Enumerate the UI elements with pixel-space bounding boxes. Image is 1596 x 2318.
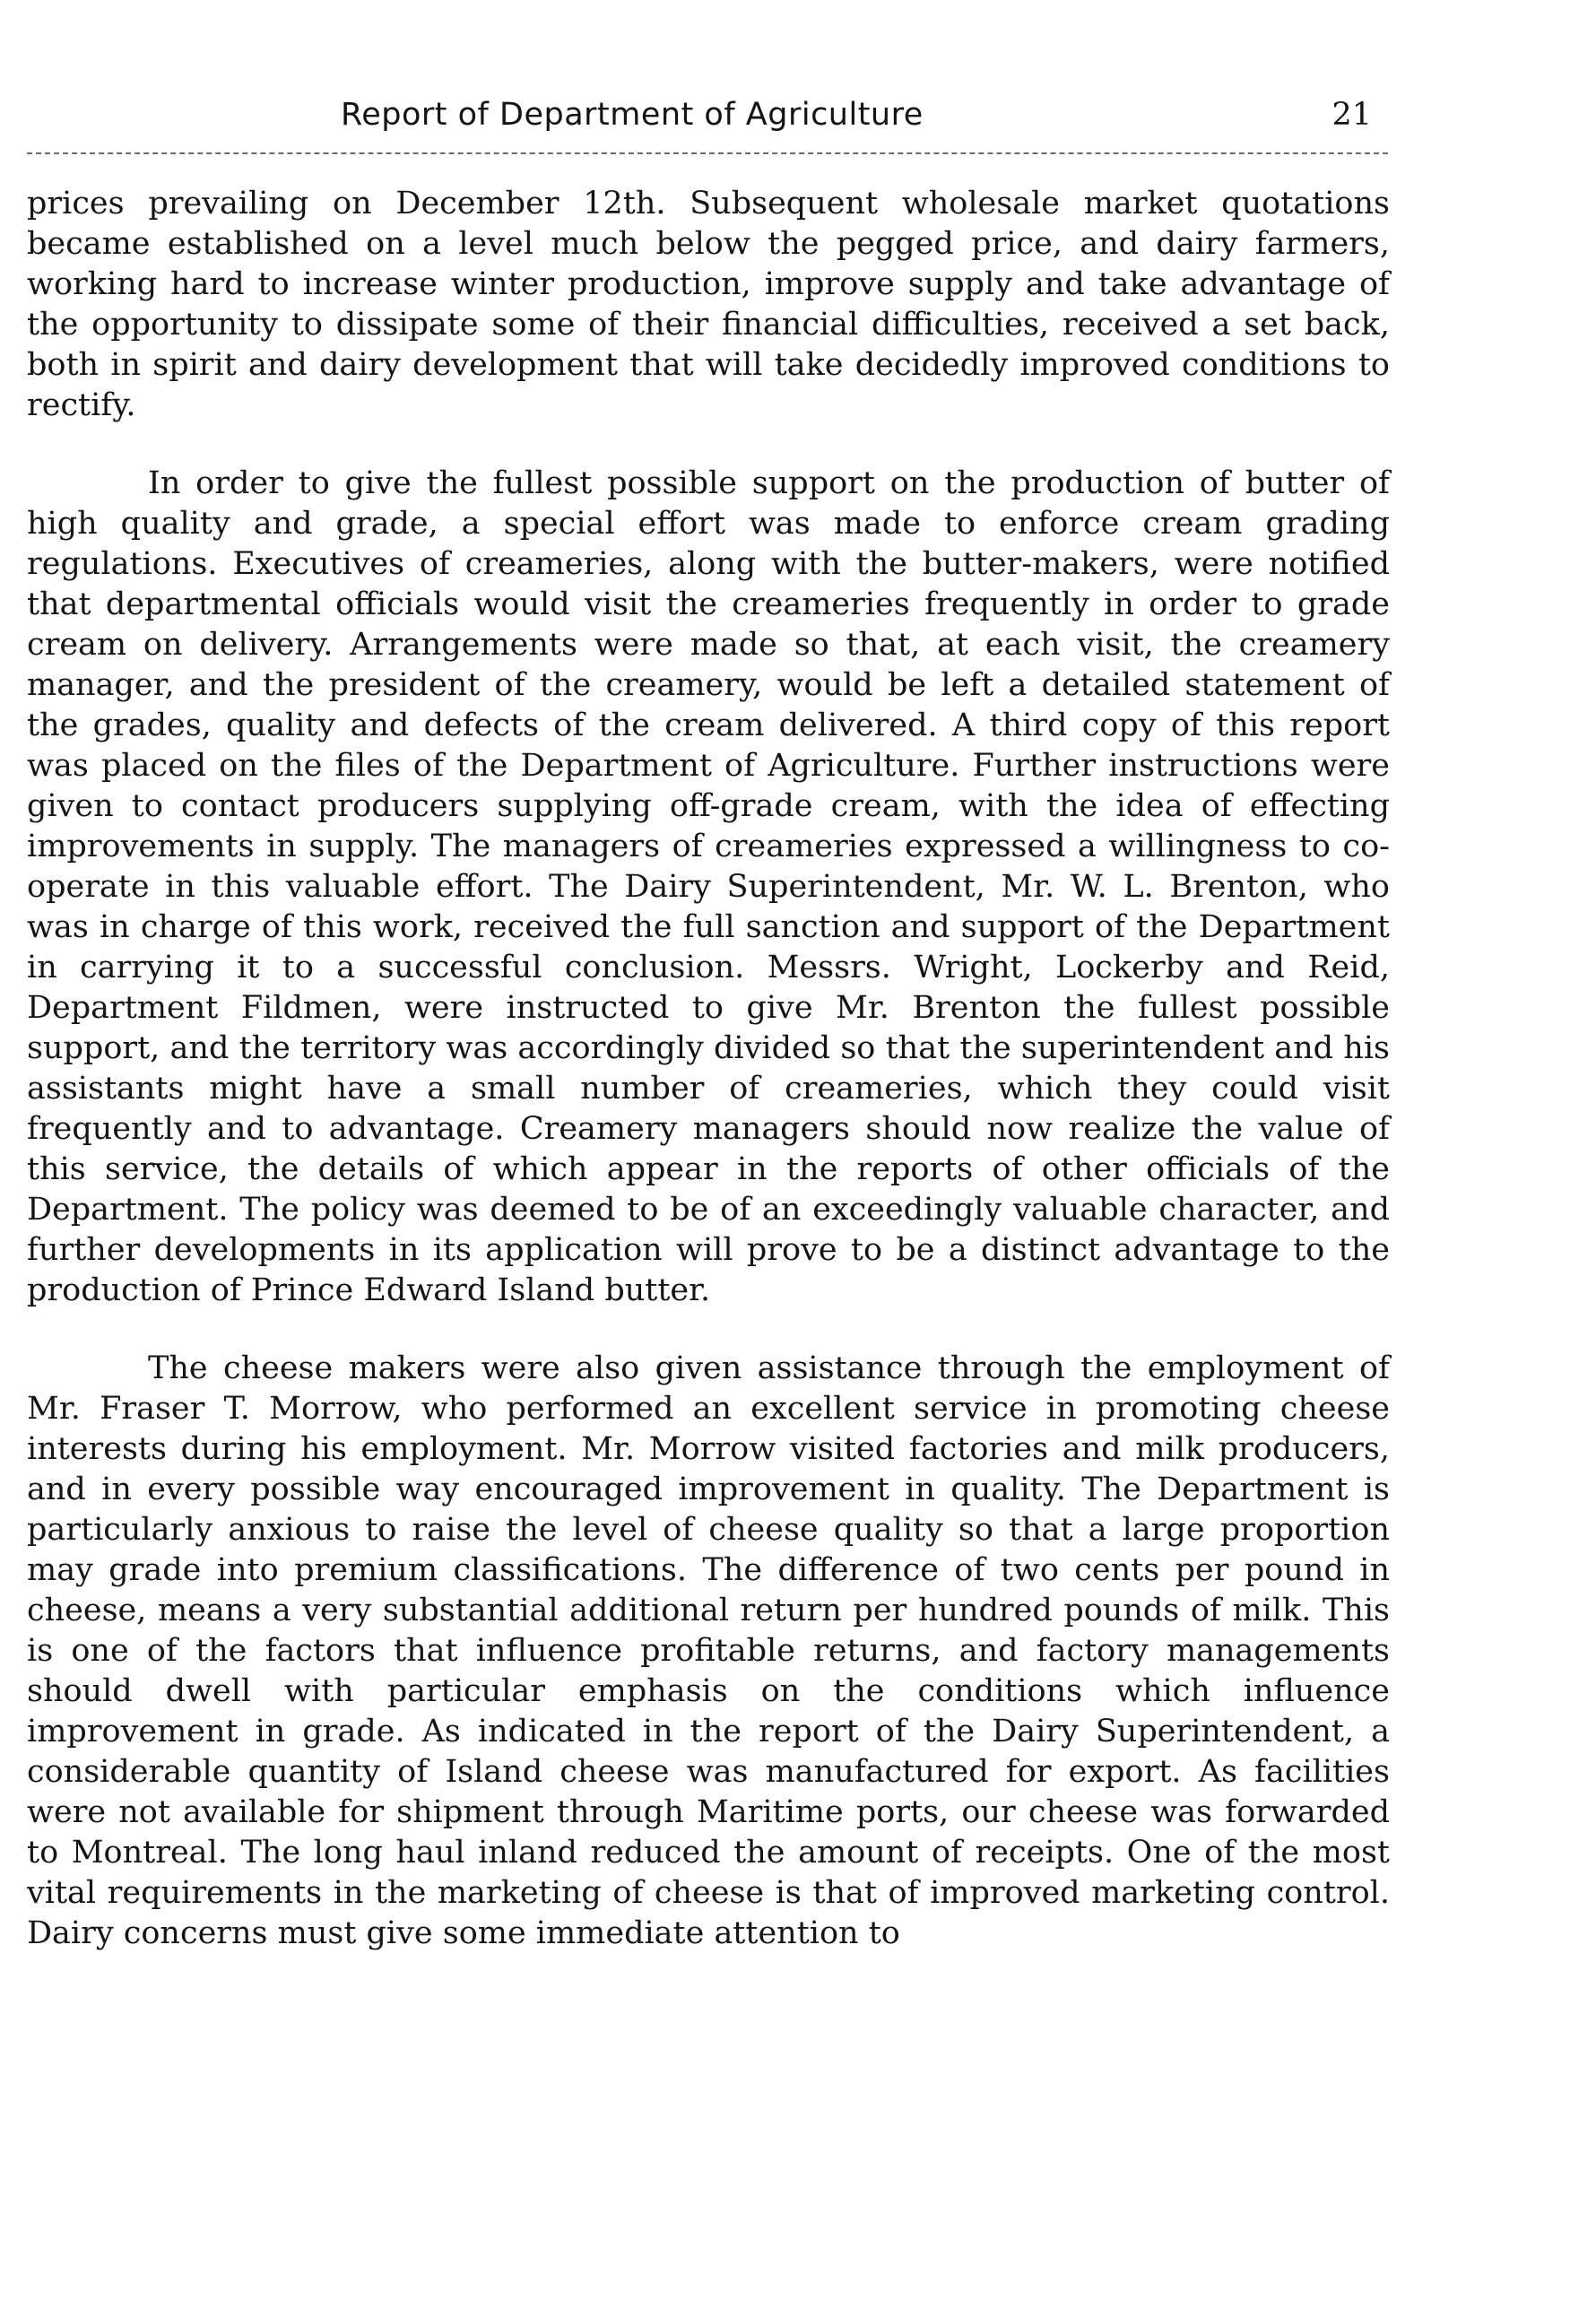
page-number: 21 <box>1331 97 1372 133</box>
body-text <box>27 184 1390 1954</box>
paragraph-1: prices prevailing on December 12th. Subsequent wholesale market quotations became established on a level much below the pegged price, and dairy farmers, working hard to increase winter production, improve supply and take advantage of the opportunity to dissipate some of their financial difficulties, received a set back, both in spirit and dairy development that will take decidedly improved conditions to rectify. <box>27 186 1390 423</box>
paragraph-3: The cheese makers were also given assistance through the employment of Mr. Fraser T. Morrow, who performed an excellent service in promoting cheese interests during his employment. Mr. Morrow visited factories and milk producers, and in every possible way encouraged improvement in quality. The Department is particularly anxious to raise the level of cheese quality so that a large proportion may grade into premium classifications. The difference of two cents per pound in cheese, means a very substantial additional return per hundred pounds of milk. This is one of the factors that influence profitable returns, and factory managements should dwell with particular emphasis on the conditions which influence improvement in grade. As indicated in the report of the Dairy Superintendent, a considerable quantity of Island cheese was manufactured for export. As facilities were not available for shipment through Maritime ports, our cheese was forwarded to Montreal. The long haul inland reduced the amount of receipts. One of the most vital requirements in the marketing of cheese is that of improved marketing control. Dairy concerns must give some immediate attention to <box>27 1350 1390 1951</box>
header-divider <box>27 152 1388 154</box>
page-header <box>27 97 1390 151</box>
running-title: Report of Department of Agriculture <box>341 97 924 133</box>
paragraph-2: In order to give the fullest possible support on the production of butter of high quality and grade, a special effort was made to enforce cream grading regulations. Executives of creameries, along with the butter-makers, were notified that departmental officials would visit the creameries frequently in order to grade cream on delivery. Arrangements were made so that, at each visit, the creamery manager, and the president of the creamery, would be left a detailed statement of the grades, quality and defects of the cream delivered. A third copy of this report was placed on the files of the Department of Agriculture. Further instructions were given to contact producers supplying off-grade cream, with the idea of effecting improvements in supply. The managers of creameries expressed a willingness to co-operate in this valuable effort. The Dairy Superintendent, Mr. W. L. Brenton, who was in charge of this work, received the full sanction and support of the Department in carrying it to a successful conclusion. Messrs. Wright, Lockerby and Reid, Department Fildmen, were instructed to give Mr. Brenton the fullest possible support, and the territory was accordingly divided so that the superintendent and his assistants might have a small number of creameries, which they could visit frequently and to advantage. Creamery managers should now realize the value of this service, the details of which appear in the reports of other officials of the Department. The policy was deemed to be of an exceedingly valuable character, and further developments in its application will prove to be a distinct advantage to the production of Prince Edward Island butter. <box>27 465 1390 1308</box>
